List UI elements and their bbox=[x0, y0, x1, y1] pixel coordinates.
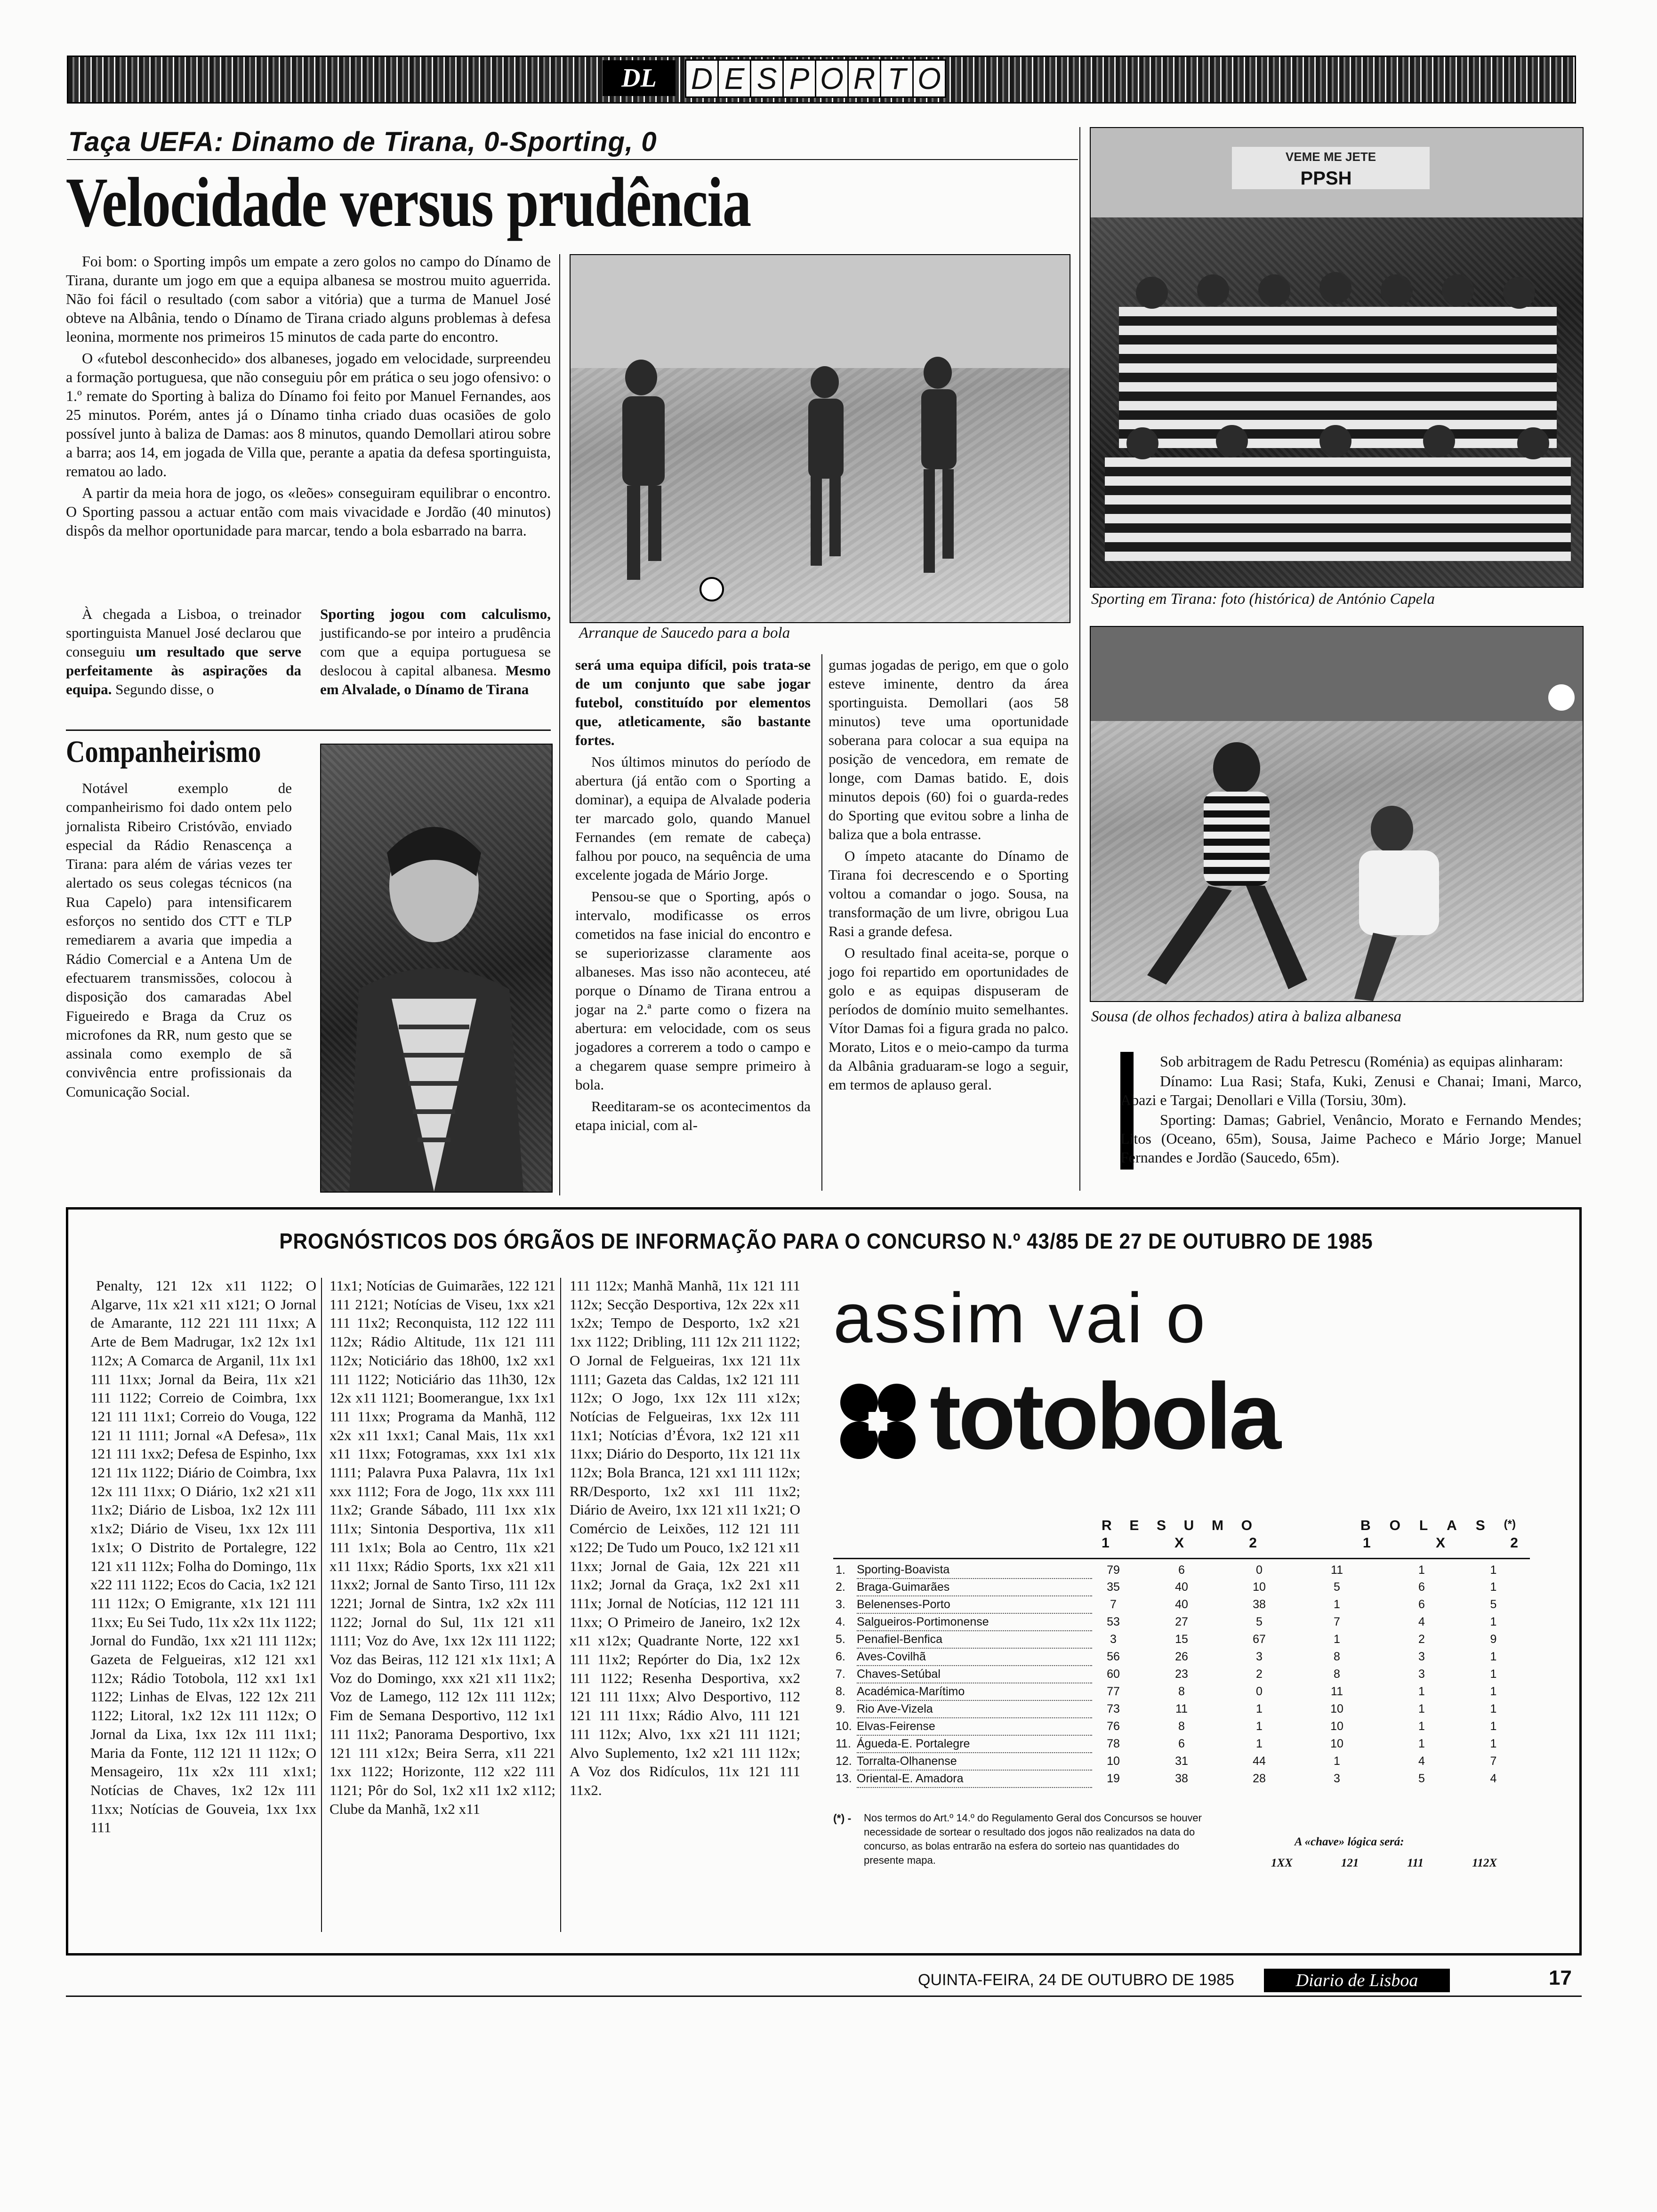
lineup-dinamo: Dínamo: Lua Rasi; Stafa, Kuki, Zenusi e Chanai; Imani, Marco, Abazi e Targai; Denollari e Villa (Torsiu, 30m). bbox=[1120, 1073, 1582, 1108]
results-row bbox=[836, 1683, 1528, 1700]
resumo-2: 5 bbox=[1256, 1615, 1263, 1628]
sidebar-text: Notável exemplo de companheirismo foi dado ontem pelo jornalista Ribeiro Cristóvão, enviado especial da Rádio Renascença a Tirana: para além de várias vezes ter alertado os seus colegas técnicos (na Rua Capelo) para intensificarem esforços no sentido dos CTT e TLP remediarem a avaria que impedia a Rádio Comercial e a Antena Um de efectuarem transmissões, colocou à disposição dos camaradas Abel Figueiredo e Braga da Cruz os microfones da RR, num gesto que se assinala como exemplo de sã convivência entre profissionais da Comunicação Social. bbox=[66, 780, 292, 1100]
portrait-figure bbox=[321, 745, 552, 1192]
resumo-2: 3 bbox=[1256, 1650, 1263, 1663]
footer-paper-name bbox=[1264, 1969, 1450, 1992]
resumo-1: 53 bbox=[1107, 1615, 1120, 1628]
resumo-x: 8 bbox=[1178, 1720, 1185, 1733]
footnote-mark: (*) - bbox=[833, 1812, 852, 1824]
article-paragraph: O resultado final aceita-se, porque o jogo foi repartido em oportunidades de golo e as equipas dispuseram de períodos de domínio muito semelhantes. Vítor Damas foi a figura grada no palco. Morato, Litos e o meio-campo da turma da Albânia graduaram-se logo a seguir, em termos de aplauso geral. bbox=[828, 945, 1069, 1093]
bolas-1: 10 bbox=[1330, 1720, 1343, 1733]
resumo-1: 76 bbox=[1107, 1720, 1120, 1733]
article-paragraph: O ímpeto atacante do Dínamo de Tirana foi decrescendo e o Sporting voltou a comandar o jogo. Sousa, na transformação de um livre, obrigou Lua Rasi a grande defesa. bbox=[828, 848, 1069, 939]
lineup-block bbox=[1120, 1052, 1582, 1170]
section-logo bbox=[603, 60, 676, 96]
resumo-x: 6 bbox=[1178, 1737, 1185, 1750]
resumo-x: 6 bbox=[1178, 1563, 1185, 1577]
bolas-x: 3 bbox=[1418, 1667, 1425, 1681]
game-name: Chaves-Setúbal bbox=[857, 1666, 1092, 1683]
resumo-header bbox=[1102, 1518, 1252, 1534]
sidebar-text-column bbox=[66, 779, 292, 1104]
section-letter: S bbox=[751, 59, 784, 98]
section-letter: O bbox=[914, 59, 946, 98]
bolas-1: 11 bbox=[1331, 1685, 1343, 1698]
footer-date: QUINTA-FEIRA, 24 DE OUTUBRO DE 1985 bbox=[918, 1971, 1234, 1989]
team-photo-caption: Sporting em Tirana: foto (histórica) de António Capela bbox=[1091, 591, 1435, 608]
lisboa-bold: Mesmo em Alvalade, o Dínamo de Tirana bbox=[320, 662, 551, 697]
bolas-2: 1 bbox=[1490, 1563, 1497, 1577]
bolas-1: 10 bbox=[1330, 1702, 1343, 1715]
bolas-letter: L bbox=[1419, 1518, 1428, 1533]
results-row bbox=[836, 1735, 1528, 1753]
bolas-1: 11 bbox=[1331, 1563, 1343, 1577]
bolas-2: 1 bbox=[1490, 1702, 1497, 1715]
action-photo-figures bbox=[1091, 627, 1583, 1001]
resumo-letter: R bbox=[1102, 1518, 1112, 1533]
row-number: 3. bbox=[836, 1598, 845, 1611]
row-number: 7. bbox=[836, 1667, 845, 1681]
resumo-letter: E bbox=[1129, 1518, 1139, 1533]
bolas-2: 1 bbox=[1490, 1685, 1497, 1698]
section-title bbox=[685, 59, 946, 97]
lisboa-text-end: Segundo disse, o bbox=[112, 681, 214, 697]
resumo-subcols bbox=[1102, 1535, 1257, 1551]
bolas-2: 1 bbox=[1490, 1615, 1497, 1628]
results-row bbox=[836, 1579, 1528, 1596]
results-row bbox=[836, 1753, 1528, 1770]
row-number: 6. bbox=[836, 1650, 845, 1663]
article-paragraph: Reeditaram-se os acontecimentos da etapa inicial, com al- bbox=[575, 1098, 811, 1133]
resumo-1: 35 bbox=[1107, 1580, 1120, 1594]
subcol-label: 1 bbox=[1363, 1535, 1371, 1551]
resumo-x: 15 bbox=[1175, 1633, 1188, 1646]
totobola-footnote: Nos termos do Art.º 14.º do Regulamento Geral dos Concursos se houver necessidade de sortear o resultado dos jogos não realizados na data do concurso, as bolas entrarão na esfera do sorteio nas quantidades do presente mapa. bbox=[864, 1812, 1202, 1866]
bolas-x: 5 bbox=[1418, 1772, 1425, 1785]
bolas-2: 1 bbox=[1490, 1650, 1497, 1663]
prognosticos-text: 11x1; Notícias de Guimarães, 122 121 111 2121; Notícias de Viseu, 1xx x21 111 11x2; Reconquista, 112 122 111 112x; Rádio Altitude, 11x 121 111 112x; Noticiário das 18h00, 1x2 xx1 111 1122; Noticiário das 11h30, 12x 12x x11 1121; Boomerangue, 1xx 1x1 111 11xx; Programa da Manhã, 112 x2x x11 1xx1; Canal Mais, 11x xx1 x11 11xx; Fotogramas, xxx 1x1 x1x 1111; Palavra Puxa Palavra, 11x 1x1 xxx 1112; Fora de Jogo, 11x xxx 111 11x2; Grande Sábado, 111 1xx x1x 111x; Sintonia Desportiva, 11x x11 111 1x1x; Bola ao Centro, 11x x21 x11 11xx; Rádio Sports, 1xx x21 x11 11xx2; Jornal de Santo Tirso, 111 12x 1221; Jornal de Sintra, 1x2 x2x 111 1122; Jornal do Sul, 11x 121 x11 1111; Voz do Ave, 1xx 12x 111 1122; Voz das Beiras, 112 121 x1x 11x1; A Voz do Domingo, xxx x21 x11 11x2; Voz de Lamego, 112 12x 111 112x; Fim de Semana Desportivo, 112 1x1 111 11x2; Panorama Desportivo, 1xx 121 111 x12x; Beira Serra, x11 221 1xx 1122; Horizonte, 112 x22 111 1121; Pôr do Sol, 1x2 x11 1x2 x112; Clube da Manhã, 1x2 x11 bbox=[330, 1277, 555, 1817]
resumo-x: 11 bbox=[1175, 1702, 1188, 1715]
results-row bbox=[836, 1613, 1528, 1631]
bolas-x: 1 bbox=[1418, 1685, 1425, 1698]
results-row bbox=[836, 1770, 1528, 1787]
lisboa-bold: um resultado que serve perfeitamente às aspirações da equipa. bbox=[66, 643, 301, 697]
bolas-1: 8 bbox=[1334, 1667, 1340, 1681]
row-number: 11. bbox=[836, 1737, 851, 1750]
resumo-2: 10 bbox=[1253, 1580, 1266, 1594]
match-photo-figures bbox=[571, 255, 1070, 622]
photo-caption-saucedo: Arranque de Saucedo para a bola bbox=[579, 625, 790, 641]
article-paragraph: gumas jogadas de perigo, em que o golo esteve iminente, dentro da área sportinguista. Demollari (aos 58 minutos) teve uma oportunidade soberana para colocar a sua equipa na posição de vencedora, em remate de longe, com Damas batido. E, dois minutos depois (60) foi o guarda-redes do Sporting que evitou sobre a linha de baliza que a bola entrasse. bbox=[828, 657, 1069, 842]
resumo-letter: O bbox=[1241, 1518, 1252, 1533]
article-paragraph: Nos últimos minutos do período de abertura (já então com o Sporting a dominar), a equipa de Alvalade poderia ter marcado golo, quando Manuel Fernandes (em remate de cabeça) falhou por pouco, na sequência de uma excelente jogada de Mário Jorge. bbox=[575, 753, 811, 883]
resumo-1: 60 bbox=[1107, 1667, 1120, 1681]
bolas-1: 10 bbox=[1330, 1737, 1343, 1750]
team-photo-sign: PPSH bbox=[1300, 168, 1352, 189]
sidebar-rule bbox=[66, 729, 551, 731]
bolas-letter: O bbox=[1389, 1518, 1400, 1533]
game-name: Belenenses-Porto bbox=[857, 1596, 1092, 1613]
totobola-line1: assim vai o bbox=[833, 1278, 1207, 1357]
resumo-1: 3 bbox=[1110, 1633, 1117, 1646]
article-column-3 bbox=[575, 656, 811, 1138]
resumo-letter: U bbox=[1183, 1518, 1194, 1533]
col3-lead: será uma equipa difícil, pois trata-se de um conjunto que sabe jogar futebol, constituído por elementos que, atleticamente, são bastante fortes. bbox=[575, 657, 811, 748]
column-rule bbox=[1079, 127, 1080, 1191]
action-photo-sousa bbox=[1090, 626, 1584, 1002]
row-number: 1. bbox=[836, 1563, 845, 1577]
prognosticos-col-3 bbox=[570, 1276, 800, 1800]
resumo-letter: M bbox=[1212, 1518, 1223, 1533]
logo-text: DL bbox=[621, 64, 657, 93]
resumo-2: 0 bbox=[1256, 1685, 1263, 1698]
row-number: 9. bbox=[836, 1702, 845, 1715]
team-photo-figures bbox=[1091, 128, 1583, 587]
subcol-label: 2 bbox=[1510, 1535, 1518, 1551]
resumo-x: 27 bbox=[1175, 1615, 1188, 1628]
resumo-x: 26 bbox=[1175, 1650, 1188, 1663]
game-name: Penafiel-Benfica bbox=[857, 1631, 1092, 1648]
prognosticos-col-2 bbox=[330, 1276, 555, 1818]
prognosticos-text: Penalty, 121 12x x11 1122; O Algarve, 11x x21 x11 x121; O Jornal de Amarante, 112 221 111 11xx; A Arte de Bem Madrugar, 1x2 12x 1x1 112x; A Comarca de Arganil, 11x 1x1 111 11xx; Jornal da Beira, 11x x21 111 1122; Correio de Coimbra, 1xx 121 111 11x1; Correio do Vouga, 122 121 11 1111; Jornal «A Defesa», 11x 121 111 1xx2; Defesa de Espinho, 1xx 121 11x 1122; Diário de Coimbra, 1xx 12x 111 11xx; O Diário, 1x2 x21 x11 11x2; Diário de Lisboa, 1x2 12x 111 x1x2; Diário de Viseu, 1xx 12x 111 1x1x; O Distrito de Portalegre, 122 121 x11 112x; Folha do Domingo, 11x x22 111 1122; Ecos do Cacia, 1x2 121 111 112x; O Emigrante, x1x 121 111 11xx; Eu Sei Tudo, 11x x2x 11x 1122; Jornal do Fundão, 1xx x21 111 112x; Gazeta de Felgueiras, x12 121 xx1 112x; Rádio Totobola, 112 xx1 1x1 1122; Linhas de Elvas, 122 12x 211 1122; Litoral, 1x2 12x 111 112x; O Jornal da Lixa, 1xx 12x 111 11x1; Maria da Fonte, 112 121 11 112x; O Mensageiro, 11x x2x 111 x1x1; Notícias de Chaves, 1x2 12x 111 11xx; Notícias de Gouveia, 1xx 1xx 111 bbox=[90, 1277, 316, 1836]
prognosticos-col-1 bbox=[90, 1276, 316, 1837]
row-number: 10. bbox=[836, 1720, 852, 1733]
match-photo-saucedo bbox=[570, 254, 1070, 623]
row-number: 8. bbox=[836, 1685, 845, 1698]
resumo-1: 77 bbox=[1107, 1685, 1120, 1698]
chave-value: 121 bbox=[1341, 1857, 1359, 1869]
results-row bbox=[836, 1718, 1528, 1735]
row-number: 4. bbox=[836, 1615, 845, 1628]
column-rule bbox=[321, 1278, 322, 1932]
resumo-2: 1 bbox=[1256, 1720, 1263, 1733]
bolas-2: 1 bbox=[1490, 1720, 1497, 1733]
resumo-2: 1 bbox=[1256, 1702, 1263, 1715]
article-column-lisboa-a bbox=[66, 605, 301, 699]
lineup-intro: Sob arbitragem de Radu Petrescu (Roménia) as equipas alinharam: bbox=[1160, 1053, 1563, 1070]
section-letter: E bbox=[719, 59, 751, 98]
results-row bbox=[836, 1700, 1528, 1718]
article-paragraph: A partir da meia hora de jogo, os «leões» conseguiram equilibrar o encontro. O Sporting passou a actuar então com mais vivacidade e Jordão (40 minutos) dispôs da melhor oportunidade para marcar, tendo a bola esbarrado na barra. bbox=[66, 484, 551, 539]
game-name: Elvas-Feirense bbox=[857, 1718, 1092, 1735]
game-name: Académica-Marítimo bbox=[857, 1683, 1092, 1700]
lisboa-text: À chegada a Lisboa, o treinador sportinguista Manuel José declarou que conseguiu bbox=[66, 606, 301, 660]
resumo-1: 73 bbox=[1107, 1702, 1120, 1715]
bolas-1: 5 bbox=[1334, 1580, 1340, 1594]
portrait-photo bbox=[320, 744, 553, 1193]
bolas-x: 6 bbox=[1418, 1598, 1425, 1611]
lineup-sporting: Sporting: Damas; Gabriel, Venâncio, Morato e Fernando Mendes; Litos (Oceano, 65m), Sousa, Jaime Pacheco e Mário Jorge; Manuel Fernandes e Jordão (Saucedo, 65m). bbox=[1120, 1111, 1582, 1166]
bolas-x: 4 bbox=[1418, 1755, 1425, 1768]
team-photo bbox=[1090, 127, 1584, 588]
game-name: Braga-Guimarães bbox=[857, 1579, 1092, 1596]
results-row bbox=[836, 1666, 1528, 1683]
section-letter: P bbox=[784, 59, 816, 98]
article-paragraph: Pensou-se que o Sporting, após o intervalo, modificasse os erros cometidos na fase inicial do encontro e se superiorizasse claramente aos albaneses. Mas isso não aconteceu, até porque o Dínamo de Tirana entrou a jogar na 2.ª parte como o fizera na abertura: em velocidade, com os seus jogadores a correrem a todo o campo e a chegarem quase sempre primeiro à bola. bbox=[575, 888, 811, 1093]
chave-value: 112X bbox=[1472, 1857, 1497, 1869]
bolas-x: 3 bbox=[1418, 1650, 1425, 1663]
resumo-x: 23 bbox=[1175, 1667, 1188, 1681]
section-letter: R bbox=[849, 59, 881, 98]
bolas-letter: B bbox=[1360, 1518, 1371, 1533]
article-paragraph: Foi bom: o Sporting impôs um empate a zero golos no campo do Dínamo de Tirana, durante um jogo em que a equipa albanesa se mostrou muito aguerrida. Não foi fácil o resultado (com sabor a vitória) que a turma de Manuel José obteve na Albânia, tendo o Dínamo de Tirana criado alguns problemas à defesa leonina, mormente nos primeiros 15 minutos de cada parte do encontro. bbox=[66, 253, 551, 345]
bolas-2: 1 bbox=[1490, 1580, 1497, 1594]
resumo-1: 10 bbox=[1107, 1755, 1120, 1768]
lisboa-text: justificando-se por inteiro a prudência com que a equipa portuguesa se deslocou à capital albanesa. bbox=[320, 625, 551, 679]
bolas-x: 2 bbox=[1418, 1633, 1425, 1646]
game-name: Salgueiros-Portimonense bbox=[857, 1613, 1092, 1631]
resumo-x: 31 bbox=[1175, 1755, 1188, 1768]
resumo-1: 7 bbox=[1110, 1598, 1117, 1611]
bolas-1: 1 bbox=[1334, 1755, 1340, 1768]
resumo-2: 1 bbox=[1256, 1737, 1263, 1750]
column-rule bbox=[560, 1278, 561, 1932]
row-number: 12. bbox=[836, 1755, 852, 1768]
bolas-1: 1 bbox=[1334, 1633, 1340, 1646]
row-number: 13. bbox=[836, 1772, 852, 1785]
chave-values bbox=[1271, 1857, 1497, 1870]
bolas-2: 1 bbox=[1490, 1667, 1497, 1681]
column-rule bbox=[821, 654, 822, 1191]
resumo-2: 0 bbox=[1256, 1563, 1263, 1577]
bolas-x: 1 bbox=[1418, 1720, 1425, 1733]
bolas-x: 1 bbox=[1418, 1737, 1425, 1750]
subcol-label: X bbox=[1174, 1535, 1184, 1551]
resumo-1: 19 bbox=[1107, 1772, 1120, 1785]
results-table bbox=[836, 1562, 1528, 1788]
game-name: Oriental-E. Amadora bbox=[857, 1770, 1092, 1787]
kicker-rule bbox=[67, 159, 1078, 160]
section-letter: O bbox=[816, 59, 849, 98]
chave-value: 111 bbox=[1407, 1857, 1424, 1869]
game-name: Aves-Covilhã bbox=[857, 1648, 1092, 1666]
totobola-wordmark: totobola bbox=[930, 1364, 1279, 1469]
article-kicker: Taça UEFA: Dinamo de Tirana, 0-Sporting, 0 bbox=[68, 127, 657, 157]
action-photo-caption: Sousa (de olhos fechados) atira à baliza albanesa bbox=[1091, 1008, 1402, 1025]
section-letter: D bbox=[685, 59, 719, 98]
lisboa-bold: Sporting jogou com calculismo, bbox=[320, 606, 551, 622]
resumo-2: 28 bbox=[1253, 1772, 1266, 1785]
resumo-x: 38 bbox=[1175, 1772, 1188, 1785]
results-grid bbox=[836, 1562, 1528, 1788]
article-column-lisboa-b bbox=[320, 605, 551, 699]
resumo-letter: S bbox=[1157, 1518, 1166, 1533]
article-column-4 bbox=[828, 656, 1069, 1097]
results-row bbox=[836, 1631, 1528, 1648]
resumo-1: 78 bbox=[1107, 1737, 1120, 1750]
row-number: 5. bbox=[836, 1633, 845, 1646]
game-name: Águeda-E. Portalegre bbox=[857, 1735, 1092, 1753]
resumo-2: 44 bbox=[1253, 1755, 1266, 1768]
bolas-1: 8 bbox=[1334, 1650, 1340, 1663]
chave-label: A «chave» lógica será: bbox=[1295, 1835, 1404, 1848]
resumo-1: 79 bbox=[1107, 1563, 1120, 1577]
lisboa-paragraph bbox=[66, 605, 301, 699]
bolas-letter: A bbox=[1447, 1518, 1457, 1533]
resumo-x: 40 bbox=[1175, 1598, 1188, 1611]
totobola-logo bbox=[836, 1364, 1542, 1469]
resumo-2: 38 bbox=[1253, 1598, 1266, 1611]
article-headline: Velocidade versus prudência bbox=[66, 163, 751, 241]
column-rule bbox=[559, 254, 560, 1195]
prognosticos-text: 111 112x; Manhã Manhã, 11x 121 111 112x; Secção Desportiva, 12x 22x x11 1x2x; Tempo de Desporto, 1x2 x21 1xx 1122; Dribling, 111 12x 211 1122; O Jornal de Felgueiras, 1xx 121 11x 1111; Gazeta das Caldas, 1x2 121 111 112x; O Jogo, 1xx 12x 111 x12x; Notícias de Felgueiras, 1xx 12x 111 11x1; Notícias d’Évora, 1x2 121 x11 11xx; Diário do Desporto, 11x 121 11x 112x; Bola Branca, 121 xx1 111 112x; RR/Desporto, 1x2 xx1 111 11x2; Diário de Aveiro, 1xx 121 x11 1x21; O Comércio de Leixões, 112 121 111 x122; De Tudo um Pouco, 1x2 121 x11 11xx; Jornal de Gaia, 12x 221 x11 11x2; Jornal da Graça, 1x2 2x1 x11 111x; Jornal de Notícias, 112 121 111 11xx; O Primeiro de Janeiro, 1x2 12x x11 x12x; Quadrante Norte, 122 xx1 111 11x2; Repórter do Dia, 1x2 12x 111 1122; Resenha Desportiva, xx2 121 111 11xx; Alvo Desportivo, 112 121 111 11xx; Rádio Alvo, 111 121 111 112x; Alvo, 1xx x21 111 1121; Alvo Suplemento, 1x2 x21 111 112x; A Voz dos Ridículos, 11x 121 111 11x2. bbox=[570, 1277, 800, 1798]
totobola-ball-icon bbox=[836, 1379, 920, 1464]
row-number: 2. bbox=[836, 1580, 845, 1594]
article-body-intro bbox=[66, 252, 551, 543]
footer-page-number: 17 bbox=[1549, 1966, 1572, 1989]
bolas-2: 5 bbox=[1490, 1598, 1497, 1611]
bolas-x: 6 bbox=[1418, 1580, 1425, 1594]
bolas-2: 1 bbox=[1490, 1737, 1497, 1750]
results-rule bbox=[833, 1558, 1530, 1559]
bolas-2: 9 bbox=[1490, 1633, 1497, 1646]
resumo-x: 8 bbox=[1178, 1685, 1185, 1698]
game-name: Torralta-Olhanense bbox=[857, 1753, 1092, 1770]
game-name: Rio Ave-Vizela bbox=[857, 1700, 1092, 1718]
bolas-x: 1 bbox=[1418, 1563, 1425, 1577]
subcol-label: 2 bbox=[1249, 1535, 1257, 1551]
chave-value: 1XX bbox=[1271, 1857, 1293, 1869]
sidebar-title: Companheirismo bbox=[66, 735, 261, 769]
results-row bbox=[836, 1562, 1528, 1579]
bolas-2: 4 bbox=[1490, 1772, 1497, 1785]
team-photo-banner: VEME ME JETE bbox=[1285, 150, 1376, 164]
bolas-subcols bbox=[1363, 1535, 1518, 1551]
bolas-2: 7 bbox=[1490, 1755, 1497, 1768]
bolas-1: 7 bbox=[1334, 1615, 1340, 1628]
game-name: Sporting-Boavista bbox=[857, 1562, 1092, 1579]
subcol-label: X bbox=[1435, 1535, 1445, 1551]
prognosticos-title: PROGNÓSTICOS DOS ÓRGÃOS DE INFORMAÇÃO PARA O CONCURSO N.º 43/85 DE 27 DE OUTUBRO DE 1985 bbox=[279, 1229, 1373, 1253]
resumo-1: 56 bbox=[1107, 1650, 1120, 1663]
resumo-2: 2 bbox=[1256, 1667, 1263, 1681]
lisboa-paragraph-b bbox=[320, 605, 551, 699]
results-row bbox=[836, 1596, 1528, 1613]
bolas-1: 3 bbox=[1334, 1772, 1340, 1785]
bolas-x: 4 bbox=[1418, 1615, 1425, 1628]
section-letter: T bbox=[881, 59, 914, 98]
resumo-2: 67 bbox=[1253, 1633, 1266, 1646]
bolas-x: 1 bbox=[1418, 1702, 1425, 1715]
bolas-header bbox=[1360, 1518, 1516, 1534]
bolas-letter: (*) bbox=[1504, 1518, 1516, 1531]
article-paragraph: O «futebol desconhecido» dos albaneses, jogado em velocidade, surpreendeu a formação portuguesa, que não conseguiu pôr em prática o seu jogo ofensivo: o 1.º remate do Sporting à baliza do Dínamo foi feito por Manuel Fernandes, aos 25 minutos. Porém, antes já o Dínamo tinha criado duas ocasiões de golo possível junto à baliza de Damas: aos 8 minutos, quando Demollari atirou sobre a barra; aos 14, em jogada de Villa que, perante a apatia da defesa sportinguista, rematou ao lado. bbox=[66, 350, 551, 480]
subcol-label: 1 bbox=[1102, 1535, 1110, 1551]
footer-rule bbox=[66, 1996, 1582, 1997]
bolas-letter: S bbox=[1475, 1518, 1485, 1533]
results-row bbox=[836, 1648, 1528, 1666]
resumo-x: 40 bbox=[1175, 1580, 1188, 1594]
footer-paper-text: Diario de Lisboa bbox=[1295, 1971, 1418, 1990]
bolas-1: 1 bbox=[1334, 1598, 1340, 1611]
